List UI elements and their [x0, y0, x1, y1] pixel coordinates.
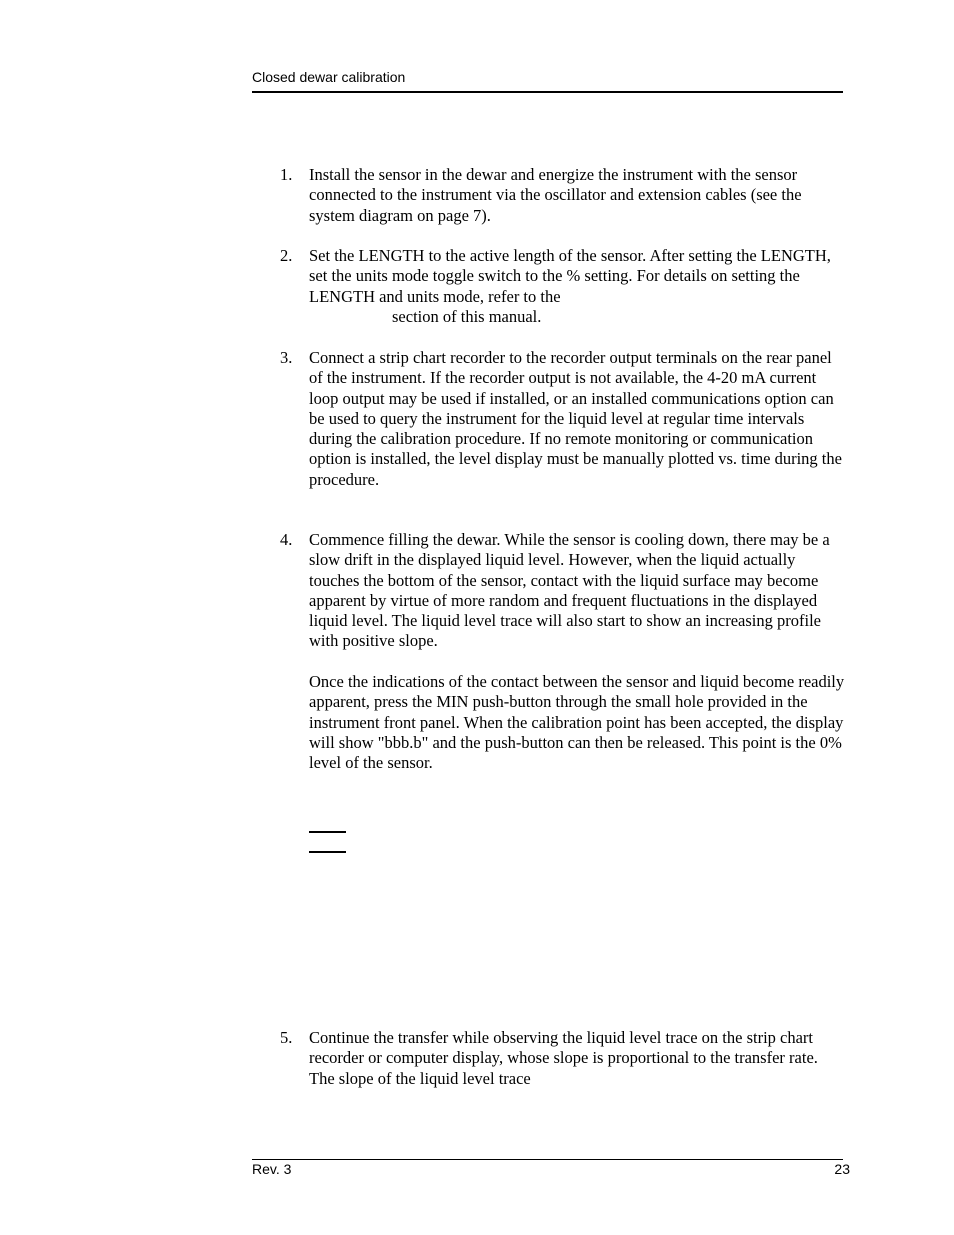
step-3: [280, 348, 845, 490]
step-body: [309, 530, 845, 774]
step-body: [309, 1028, 845, 1089]
step-paragraph: Install the sensor in the dewar and energize the instrument with the sensor connected to the instrument via the oscillator and extension cables (see the system diagram on page 7).: [309, 165, 802, 225]
footer-rule: [252, 1159, 843, 1160]
step-2: [280, 246, 845, 327]
step-paragraph: Commence filling the dewar. While the sensor is cooling down, there may be a slow drift in the displayed liquid level. However, when the liquid actually touches the bottom of the sensor, contact with the liquid surface may become apparent by virtue of more random and frequent fluctuations in the displayed liquid level. The liquid level trace will also start to show an increasing profile with positive slope.: [309, 530, 830, 651]
step-body: [309, 165, 845, 226]
step-number: 3.: [280, 348, 293, 367]
header-rule: [252, 91, 843, 93]
step-paragraph-continuation: section of this manual.: [392, 306, 542, 326]
step-number: 4.: [280, 530, 293, 549]
step-1: [280, 165, 845, 226]
step-5: [280, 1028, 845, 1089]
footer-page-number: 23: [834, 1161, 850, 1177]
step-body: [309, 348, 845, 490]
step-paragraph: Connect a strip chart recorder to the recorder output terminals on the rear panel of the instrument. If the recorder output is not available, the 4-20 mA current loop output may be used if installed, or an installed communications option can be used to query the instrument for the liquid level at regular time intervals during the calibration procedure. If no remote monitoring or communication option is installed, the level display must be manually plotted vs. time during the procedure.: [309, 348, 842, 489]
step-number: 2.: [280, 246, 293, 265]
step-4: [280, 530, 845, 774]
step-paragraph: Continue the transfer while observing the liquid level trace on the strip chart recorder or computer display, whose slope is proportional to the transfer rate. The slope of the liquid level trace: [309, 1028, 818, 1088]
step-number: 1.: [280, 165, 293, 184]
step-body: [309, 246, 845, 327]
note-rule-bottom: [309, 851, 346, 853]
footer-revision: Rev. 3: [252, 1161, 292, 1177]
step-paragraph: Set the LENGTH to the active length of the sensor. After setting the LENGTH, set the units mode toggle switch to the % setting. For details on setting the LENGTH and units mode, refer to the: [309, 246, 831, 306]
step-paragraph: Once the indications of the contact between the sensor and liquid become readily apparent, press the MIN push-button through the small hole provided in the instrument front panel. When the calibration point has been accepted, the display will show "bbb.b" and the push-button can then be released. This point is the 0% level of the sensor.: [309, 672, 845, 773]
note-rule-top: [309, 831, 346, 833]
step-number: 5.: [280, 1028, 293, 1047]
header-title: Closed dewar calibration: [252, 69, 406, 85]
